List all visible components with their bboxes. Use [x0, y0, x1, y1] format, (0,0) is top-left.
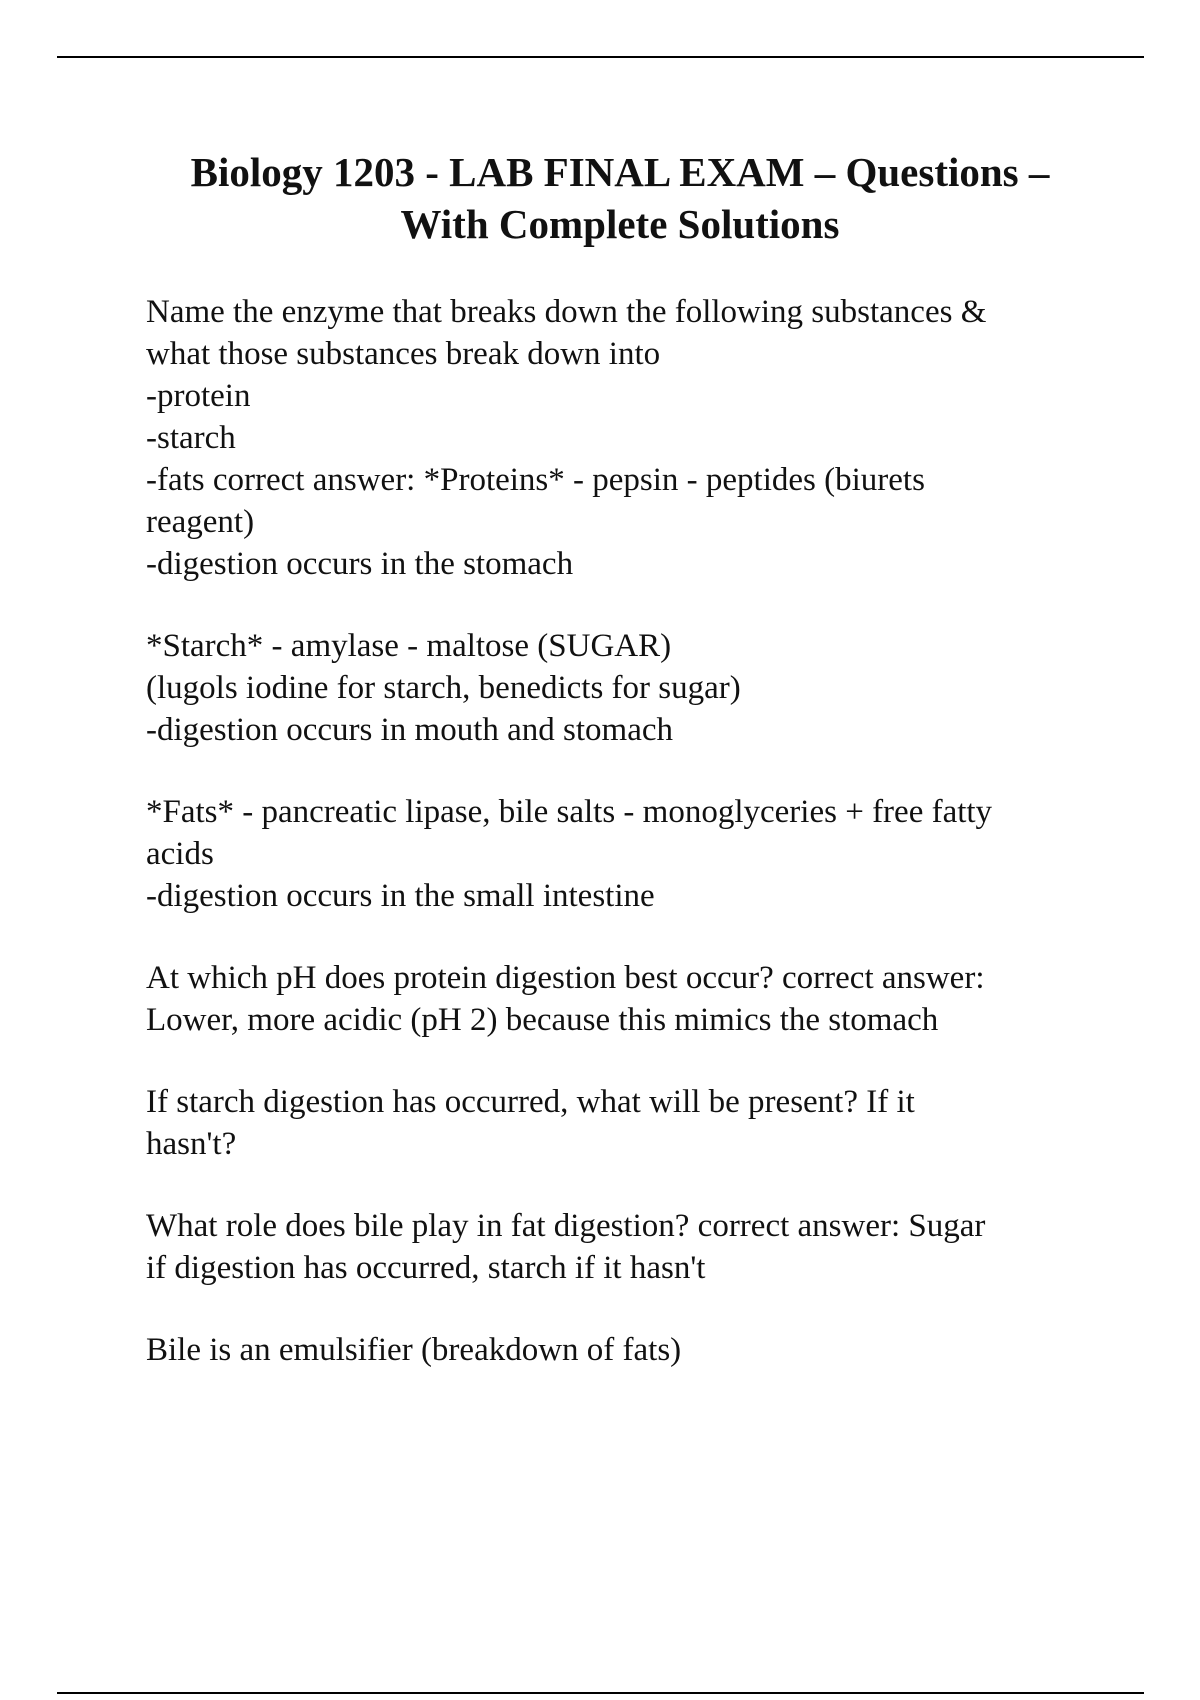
- bottom-rule: [57, 1692, 1144, 1694]
- text-line: At which pH does protein digestion best occur? correct answer:: [146, 960, 985, 996]
- question-enzymes: [146, 291, 1106, 585]
- text-line: Lower, more acidic (pH 2) because this mimics the stomach: [146, 1002, 939, 1038]
- text-line: -starch: [146, 420, 236, 456]
- document-title: [100, 146, 1140, 250]
- text-line: acids: [146, 836, 214, 872]
- text-line: if digestion has occurred, starch if it hasn't: [146, 1250, 706, 1286]
- text-line: -fats correct answer: *Proteins* - pepsin - peptides (biurets: [146, 462, 925, 498]
- text-line: Name the enzyme that breaks down the following substances &: [146, 294, 987, 330]
- answer-fats: [146, 791, 1106, 917]
- text-line: -protein: [146, 378, 251, 414]
- question-ph: [146, 957, 1106, 1041]
- answer-bile: [146, 1329, 1106, 1371]
- document-body: [146, 291, 1106, 1411]
- text-line: -digestion occurs in mouth and stomach: [146, 712, 673, 748]
- text-line: *Fats* - pancreatic lipase, bile salts - monoglyceries + free fatty: [146, 794, 993, 830]
- text-line: (lugols iodine for starch, benedicts for sugar): [146, 670, 741, 706]
- answer-starch: [146, 625, 1106, 751]
- text-line: *Starch* - amylase - maltose (SUGAR): [146, 628, 672, 664]
- text-line: -digestion occurs in the stomach: [146, 546, 574, 582]
- text-line: what those substances break down into: [146, 336, 661, 372]
- title-line: With Complete Solutions: [400, 201, 840, 247]
- title-line: Biology 1203 - LAB FINAL EXAM – Questions –: [190, 149, 1050, 195]
- top-rule: [57, 56, 1144, 58]
- text-line: What role does bile play in fat digestion? correct answer: Sugar: [146, 1208, 986, 1244]
- text-line: If starch digestion has occurred, what will be present? If it: [146, 1084, 915, 1120]
- text-line: -digestion occurs in the small intestine: [146, 878, 655, 914]
- text-line: Bile is an emulsifier (breakdown of fats): [146, 1332, 682, 1368]
- text-line: hasn't?: [146, 1126, 237, 1162]
- text-line: reagent): [146, 504, 255, 540]
- question-starch-digestion: [146, 1081, 1106, 1165]
- question-bile: [146, 1205, 1106, 1289]
